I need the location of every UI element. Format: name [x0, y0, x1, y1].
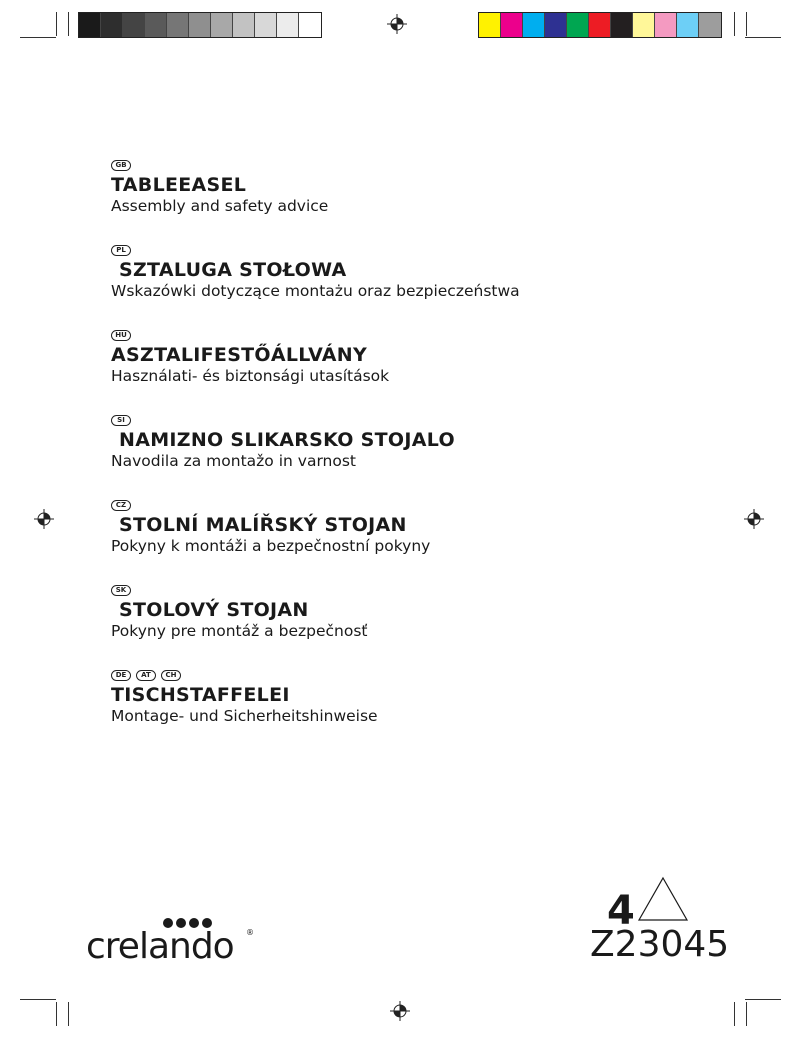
crop-mark — [20, 37, 56, 38]
color-swatch — [123, 13, 145, 37]
registration-mark-icon — [34, 509, 54, 529]
color-swatch — [299, 13, 321, 37]
crop-mark — [68, 12, 69, 36]
language-section-gb — [111, 160, 328, 216]
country-badges — [111, 415, 455, 427]
color-swatch — [479, 13, 501, 37]
product-code: Z23045 — [590, 924, 730, 965]
registered-mark: ® — [246, 928, 254, 937]
language-section-sk — [111, 585, 367, 641]
registration-mark-icon — [387, 14, 407, 34]
color-swatch — [167, 13, 189, 37]
color-swatch — [145, 13, 167, 37]
color-swatch — [501, 13, 523, 37]
product-subtitle: Használati- és biztonsági utasítások — [111, 367, 390, 385]
color-swatch — [699, 13, 721, 37]
color-swatch — [79, 13, 101, 37]
color-swatch — [545, 13, 567, 37]
crop-mark — [745, 999, 781, 1000]
country-badge: CH — [161, 670, 181, 681]
language-section-cz — [111, 500, 430, 556]
country-badge: AT — [136, 670, 156, 681]
color-swatch — [677, 13, 699, 37]
crop-mark — [68, 1002, 69, 1026]
product-subtitle: Montage- und Sicherheitshinweise — [111, 707, 378, 725]
color-swatch — [633, 13, 655, 37]
language-section-hu — [111, 330, 389, 386]
color-swatch — [211, 13, 233, 37]
country-badges — [111, 585, 367, 597]
product-subtitle: Navodila za montažo in varnost — [111, 452, 357, 470]
crop-mark — [20, 999, 56, 1000]
crop-mark — [56, 1002, 57, 1026]
country-badges — [111, 330, 389, 342]
color-swatch — [567, 13, 589, 37]
grayscale-color-bar — [78, 12, 322, 38]
product-subtitle: Assembly and safety advice — [111, 197, 329, 215]
product-subtitle: Pokyny pre montáž a bezpečnosť — [111, 622, 368, 640]
country-badge: GB — [111, 160, 131, 171]
product-title: ASZTALIFESTŐÁLLVÁNY — [111, 344, 368, 366]
country-badge: HU — [111, 330, 131, 341]
language-section-de-at-ch — [111, 670, 378, 726]
crop-mark — [56, 12, 57, 36]
product-title: STOLOVÝ STOJAN — [119, 599, 309, 621]
country-badge: CZ — [111, 500, 131, 511]
logo-wordmark: crelando — [86, 926, 234, 967]
process-color-bar — [478, 12, 722, 38]
color-swatch — [655, 13, 677, 37]
crop-mark — [746, 1002, 747, 1026]
color-swatch — [101, 13, 123, 37]
product-title: TABLEEASEL — [111, 174, 247, 196]
crop-mark — [746, 12, 747, 36]
product-subtitle: Pokyny k montáži a bezpečnostní pokyny — [111, 537, 431, 555]
product-title: TISCHSTAFFELEI — [111, 684, 290, 706]
registration-mark-icon — [390, 1001, 410, 1021]
product-title: NAMIZNO SLIKARSKO STOJALO — [119, 429, 455, 451]
crop-mark — [734, 1002, 735, 1026]
age-number: 4 — [607, 888, 635, 934]
registration-mark-icon — [744, 509, 764, 529]
color-swatch — [189, 13, 211, 37]
language-section-si — [111, 415, 455, 471]
language-section-pl — [111, 245, 520, 301]
country-badges — [111, 500, 430, 512]
country-badges — [111, 245, 520, 257]
country-badge: DE — [111, 670, 131, 681]
product-subtitle: Wskazówki dotyczące montażu oraz bezpieczeństwa — [111, 282, 520, 300]
crop-mark — [734, 12, 735, 36]
country-badges — [111, 160, 328, 172]
warning-triangle-icon — [637, 876, 689, 922]
country-badge: SI — [111, 415, 131, 426]
crop-mark — [745, 37, 781, 38]
country-badge: PL — [111, 245, 131, 256]
color-swatch — [523, 13, 545, 37]
color-swatch — [277, 13, 299, 37]
country-badges — [111, 670, 378, 682]
color-swatch — [255, 13, 277, 37]
product-title: STOLNÍ MALÍŘSKÝ STOJAN — [119, 514, 407, 536]
color-swatch — [589, 13, 611, 37]
country-badge: SK — [111, 585, 131, 596]
color-swatch — [233, 13, 255, 37]
color-swatch — [611, 13, 633, 37]
product-title: SZTALUGA STOŁOWA — [119, 259, 347, 281]
